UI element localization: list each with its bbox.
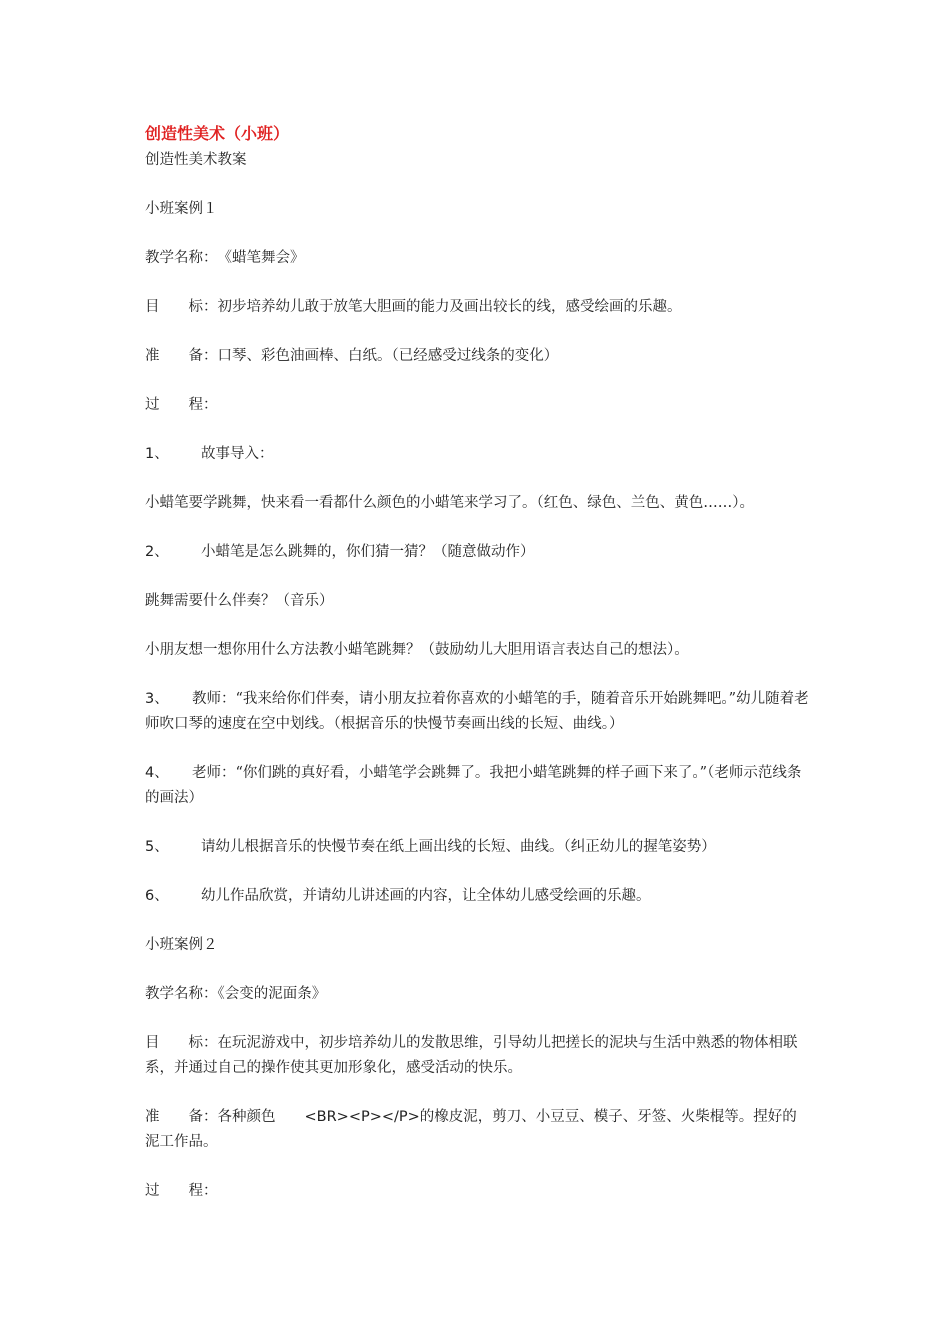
case2-process: 过 程：	[145, 1183, 218, 1199]
step-text: 请幼儿根据音乐的快慢节奏在纸上画出线的长短、曲线。（纠正幼儿的握笔姿势）	[201, 839, 716, 855]
doc-subtitle: 创造性美术教案	[145, 152, 247, 168]
document-page	[145, 122, 810, 1228]
case1-goal: 目 标：初步培养幼儿敢于放笔大胆画的能力及画出较长的线，感受绘画的乐趣。	[145, 299, 682, 315]
case2-heading: 小班案例２	[145, 937, 218, 953]
case1-step-2-question-1: 跳舞需要什么伴奏？（音乐）	[145, 593, 334, 609]
case1-step-6	[145, 884, 810, 909]
html-tag-text: <BR><P></P>	[304, 1109, 420, 1125]
case1-step-2	[145, 540, 810, 565]
prep-text-b: 的橡皮泥，剪刀、小豆豆、模子、牙签、火柴棍等。捏好的泥工作品。	[145, 1109, 797, 1150]
case1-step-3	[145, 687, 810, 737]
case1-prep: 准 备：口琴、彩色油画棒、白纸。（已经感受过线条的变化）	[145, 348, 559, 364]
case1-step-5	[145, 835, 810, 860]
case1-name: 教学名称： 《蜡笔舞会》	[145, 250, 305, 266]
step-text: 小蜡笔是怎么跳舞的，你们猜一猜？（随意做动作）	[201, 544, 535, 560]
case2-goal: 目 标：在玩泥游戏中，初步培养幼儿的发散思维，引导幼儿把搓长的泥块与生活中熟悉的物体相联系，并通过自己的操作使其更加形象化，感受活动的快乐。	[145, 1035, 798, 1076]
step-text: 幼儿作品欣赏，并请幼儿讲述画的内容，让全体幼儿感受绘画的乐趣。	[201, 888, 651, 904]
case1-step-2-question-2: 小朋友想一想你用什么方法教小蜡笔跳舞？（鼓励幼儿大胆用语言表达自己的想法）。	[145, 642, 689, 658]
step-number: 3、	[145, 691, 169, 707]
prep-text-a: 准 备：各种颜色	[145, 1109, 305, 1125]
step-number: 4、	[145, 765, 169, 781]
step-text: 老师：“你们跳的真好看，小蜡笔学会跳舞了。我把小蜡笔跳舞的样子画下来了。”（老师示范线条的画法）	[145, 765, 802, 806]
case1-step-4	[145, 761, 810, 811]
case1-step-1	[145, 442, 810, 467]
doc-title: 创造性美术（小班）	[145, 124, 290, 143]
case1-step-1-detail: 小蜡笔要学跳舞，快来看一看都什么颜色的小蜡笔来学习了。（红色、绿色、兰色、黄色……）。	[145, 495, 754, 511]
case2-name: 教学名称：《会变的泥面条》	[145, 986, 327, 1002]
step-text: 故事导入：	[201, 446, 274, 462]
case1-process: 过 程：	[145, 397, 218, 413]
step-number: 2、	[145, 544, 169, 560]
step-number: 5、	[145, 839, 169, 855]
case1-heading: 小班案例１	[145, 201, 218, 217]
case2-prep	[145, 1105, 810, 1155]
step-number: 1、	[145, 446, 169, 462]
step-text: 教师：“我来给你们伴奏，请小朋友拉着你喜欢的小蜡笔的手，随着音乐开始跳舞吧。”幼儿随着老师吹口琴的速度在空中划线。（根据音乐的快慢节奏画出线的长短、曲线。）	[145, 691, 809, 732]
step-number: 6、	[145, 888, 169, 904]
